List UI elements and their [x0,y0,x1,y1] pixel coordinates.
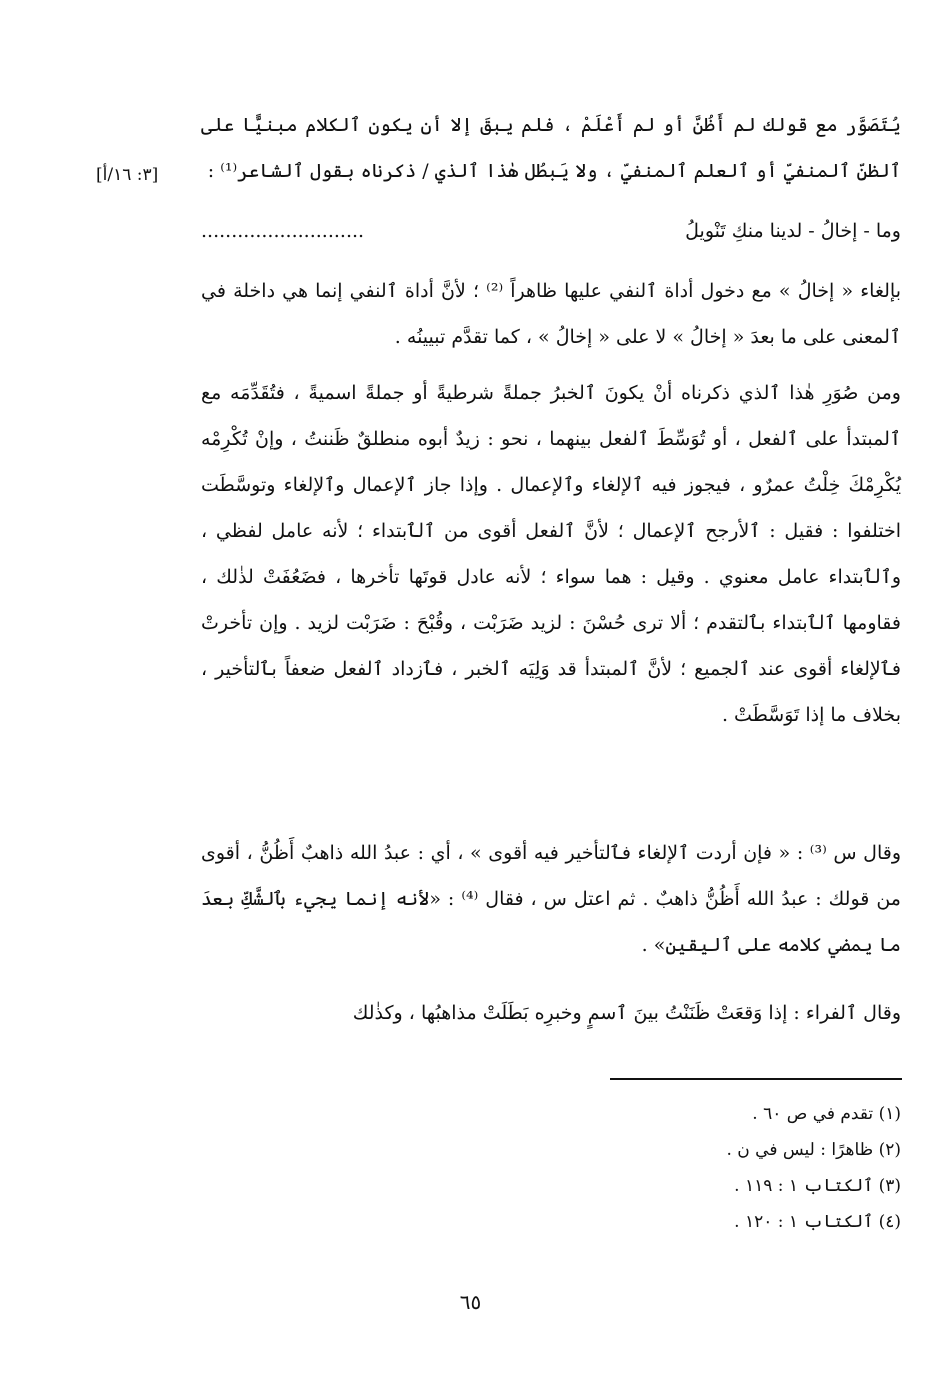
footnote-4: (٤) ٱلكتاب ١ : ١٢٠ . [734,1212,901,1232]
footnotes [201,1096,901,1240]
margin-reference: [٣: ١٦/أ] [96,165,159,185]
paragraph-2 [201,268,901,360]
paragraph-3 [201,370,901,738]
paragraph-2-text: بإلغاء « إخالُ » مع دخول أداة ٱلنفي عليها ظاهراً ⁽²⁾ ؛ لأنَّ أداة ٱلنفي إنما هي داخلة في ٱلمعنى على ما بعدَ « إخالُ » لا على « إخالُ » ، كما تقدَّم تبيينُه . [201,280,901,348]
paragraph-4-text: وقال س ⁽³⁾ : « فإن أردت ٱلإلغاء فٱلتأخير فيه أقوى » ، أي : عبدُ الله ذاهبٌ أَظُنُّ ، أقوى من قولك : عبدُ الله أَظُنُّ ذاهبٌ . ثم اعتل س ، فقال ⁽⁴⁾ : «لأنه إنما يجيء بٱلشَّكِّ بعدَ ما يمضي كلامه على ٱليقين» . [201,842,901,956]
verse-dots: ........................... [201,220,365,242]
paragraph-1-text: يُتَصَوَّر مع قولك لم أَظُنَّ أو لم أَعْلَمْ ، فلم يبقَ إلا أن يكون ٱلكلام مبنيًّا على ٱلظنِّ ٱلمنفيِّ أو ٱلعلم ٱلمنفيِّ ، ولا يَبطُل هٰذا ٱلذي / ذكرناه بقول ٱلشاعر⁽¹⁾ : [201,114,901,182]
footnote-1: (١) تقدم في ص ٦٠ . [752,1104,901,1124]
paragraph-1 [201,102,901,194]
paragraph-5 [201,990,901,1036]
page-number: ٦٥ [459,1290,482,1314]
footnote-divider [610,1078,902,1080]
footnote-2: (٢) ظاهرًا : ليس في ن . [726,1140,901,1160]
paragraph-4 [201,830,901,968]
poetry-verse [201,220,901,266]
paragraph-3-text: ومن صُوَرِ هٰذا ٱلذي ذكرناه أنْ يكونَ ٱلخبرُ جملةً شرطيةً أو جملةً اسميةً ، فتُقَدِّمَه مع ٱلمبتدأ على ٱلفعل ، أو تُوَسِّطَ ٱلفعل بينهما ، نحو : زيدٌ أبوه منطلقٌ ظَننتُ ، وإنْ تُكْرِمْه يُكْرِمْكَ خِلْتُ عمرٌو ، فيجوز فيه ٱلإلغاء وٱلإعمال . وإذا جاز ٱلإعمال وٱلإلغاء وتوسَّطَت اختلفوا : فقيل : ٱلأرجح ٱلإعمال ؛ لأنَّ ٱلفعل أقوى من ٱلٱبتداء ؛ لأنه عامل لفظي ، وٱلٱبتداء عامل معنوي . وقيل : هما سواء ؛ لأنه عادل قوتَها تأخرها ، فضَعُفَتْ لذٰلك ، فقاومها ٱلٱبتداء بٱلتقدم ؛ ألا ترى حُسْنَ : لزيد ضَرَبْت ، وقُبْحَ : ضَرَبْت لزيد . وإن تأخرتْ فٱلإلغاء أقوى عند ٱلجميع ؛ لأنَّ ٱلمبتدأ قد وَلِيَه ٱلخبر ، فٱزداد ٱلفعل ضعفاً بٱلتأخير ، بخلاف ما إذا تَوَسَّطَتْ . [201,382,901,726]
verse-hemistich: وما - إخالُ - لدينا منكِ تَنْويلُ [685,220,901,242]
paragraph-5-text: وقال ٱلفراء : إذا وَقعَتْ ظَنَنْتُ بينَ ٱسمٍ وخبرِه بَطَلَتْ مذاهبُها ، وكذٰلك [352,1002,901,1024]
footnote-3: (٣) ٱلكتاب ١ : ١١٩ . [734,1176,901,1196]
